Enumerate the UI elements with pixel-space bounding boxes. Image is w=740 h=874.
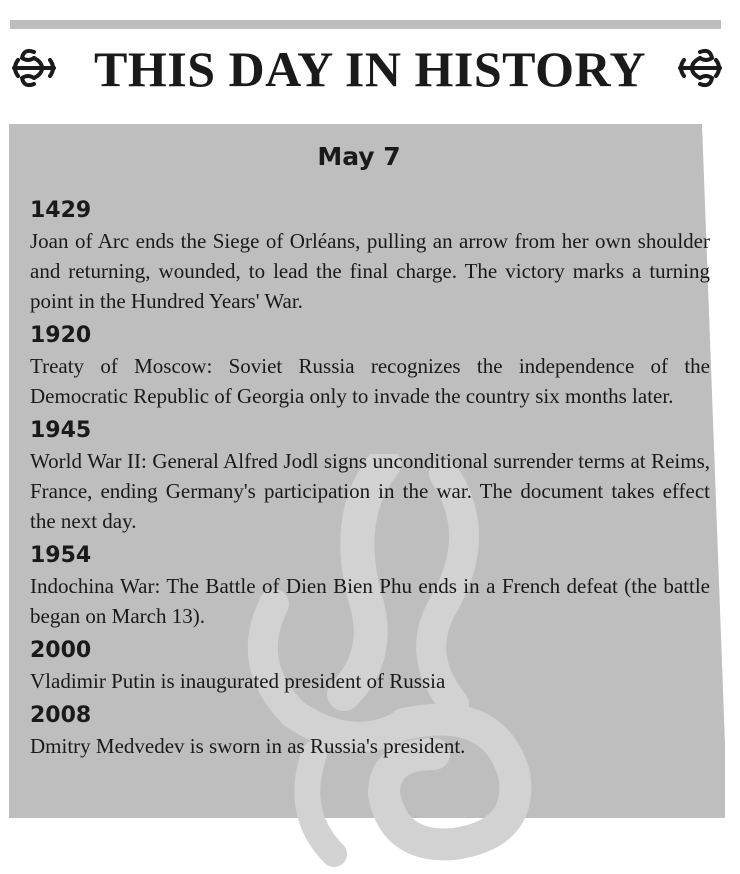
event-text: Vladimir Putin is inaugurated president of Russia [30,669,446,693]
event-item [30,636,710,696]
events-list [30,196,710,766]
event-year: 1945 [30,418,92,443]
page-title: THIS DAY IN HISTORY [94,41,646,97]
top-rule [10,20,721,29]
event-item [30,541,710,631]
event-text: Joan of Arc ends the Siege of Orléans, pulling an arrow from her own shoulder and returning, wounded, to lead the final charge. The victory marks a turning point in the Hundred Years' War. [30,229,710,313]
event-year: 1429 [30,198,92,223]
history-panel [9,124,725,818]
event-year: 2000 [30,638,92,663]
event-text: Treaty of Moscow: Soviet Russia recognizes the independence of the Democratic Republic of Georgia only to invade the country six months later. [30,354,710,408]
event-year: 1954 [30,543,92,568]
event-text: Dmitry Medvedev is sworn in as Russia's president. [30,734,466,758]
event-item [30,701,710,761]
event-item [30,321,710,411]
event-text: World War II: General Alfred Jodl signs unconditional surrender terms at Reims, France, ending Germany's participation in the war. The document takes effect the next day. [30,449,710,533]
event-year: 1920 [30,323,92,348]
event-text: Indochina War: The Battle of Dien Bien Phu ends in a French defeat (the battle began on March 13). [30,574,710,628]
event-item [30,196,710,316]
right-flourish-icon [676,46,724,90]
date-heading: May 7 [317,142,401,171]
event-item [30,416,710,536]
event-year: 2008 [30,703,92,728]
header [0,38,740,110]
